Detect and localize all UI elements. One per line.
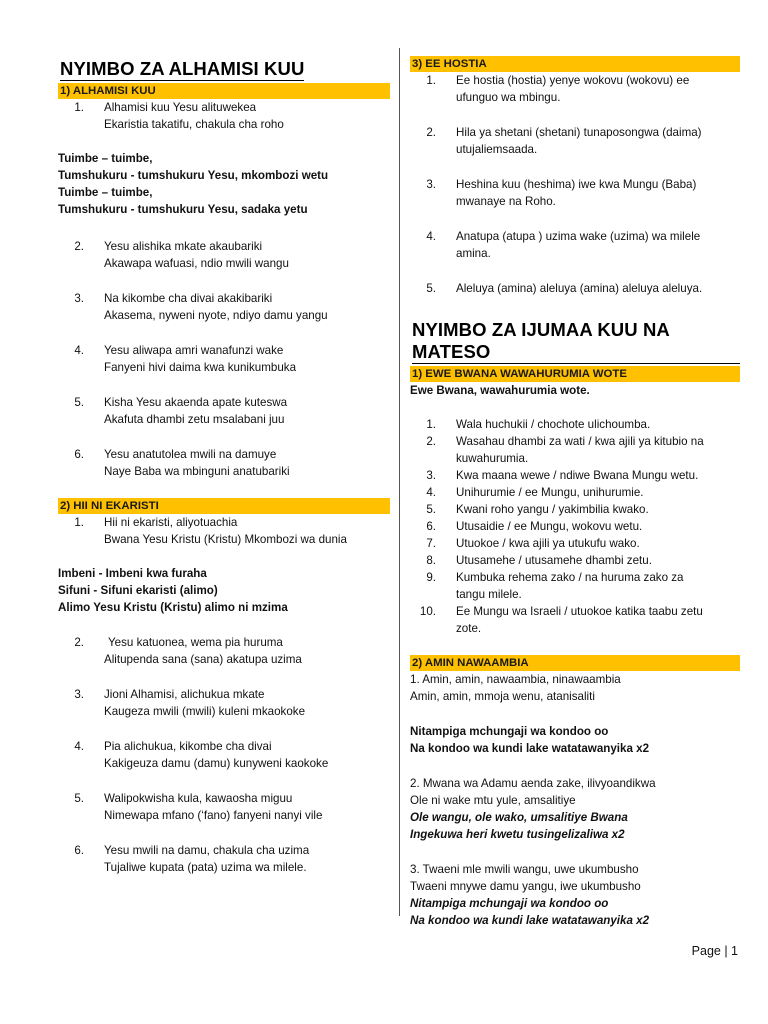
litany-text: Utuokoe / kwa ajili ya utukufu wako. — [456, 537, 640, 550]
litany-item — [410, 518, 740, 535]
litany-number: 5. — [426, 503, 436, 516]
verse-line: 1. Ee hostia (hostia) yenye wokovu (wokovu) ee — [426, 74, 690, 87]
verse-line: Kaugeza mwili (mwili) kuleni mkaokoke — [104, 705, 306, 718]
chorus-line: Na kondoo wa kundi lake watatawanyika x2 — [410, 742, 650, 755]
verse-line: Twaeni mnywe damu yangu, iwe ukumbusho — [410, 880, 641, 893]
page-number: Page | 1 — [691, 944, 738, 958]
verse-line: 5. Aleluya (amina) aleluya (amina) aleluya aleluya. — [426, 282, 703, 295]
litany-text: tangu milele. — [456, 588, 522, 601]
litany-item — [410, 535, 740, 552]
left-column — [58, 52, 390, 876]
verse-line: amina. — [456, 247, 491, 260]
verse-line: Tujaliwe kupata (pata) uzima wa milele. — [104, 861, 307, 874]
litany-number: 9. — [426, 571, 436, 584]
verse-line: 2. Yesu alishika mkate akaubariki — [74, 240, 263, 253]
verse-line: Nimewapa mfano (‘fano) fanyeni nanyi vile — [104, 809, 323, 822]
litany-text: Unihurumie / ee Mungu, unihurumie. — [456, 486, 644, 499]
chorus-line: Sifuni - Sifuni ekaristi (alimo) — [58, 584, 218, 597]
litany-list — [410, 416, 740, 637]
right-column — [410, 52, 740, 929]
chorus-line: Alimo Yesu Kristu (Kristu) alimo ni mzima — [58, 601, 288, 614]
verse-line: 3. Heshina kuu (heshima) iwe kwa Mungu (Baba) — [426, 178, 697, 191]
litany-text: Ee Mungu wa Israeli / utuokoe katika taabu zetu — [456, 605, 703, 618]
verse-line: mwanaye na Roho. — [456, 195, 556, 208]
litany-item — [410, 501, 740, 518]
litany-number: 8. — [426, 554, 436, 567]
litany-item — [410, 552, 740, 569]
litany-item — [410, 603, 740, 620]
litany-number: 6. — [426, 520, 436, 533]
verse-line: Ole ni wake mtu yule, amsalitiye — [410, 794, 576, 807]
chorus-line: Ole wangu, ole wako, umsalitiye Bwana — [410, 811, 628, 824]
litany-item — [410, 467, 740, 484]
litany-item-continued — [410, 586, 740, 603]
verse-line: 1. Amin, amin, nawaambia, ninawaambia — [410, 673, 621, 686]
chorus-line: Imbeni - Imbeni kwa furaha — [58, 567, 207, 580]
litany-item — [410, 484, 740, 501]
chorus-line: Tumshukuru - tumshukuru Yesu, sadaka yetu — [58, 203, 308, 216]
verse-line: Akawapa wafuasi, ndio mwili wangu — [104, 257, 289, 270]
verse-line: 5. Kisha Yesu akaenda apate kuteswa — [74, 396, 288, 409]
page-title: NYIMBO ZA ALHAMISI KUU — [60, 58, 305, 79]
verse-line: Fanyeni hivi daima kwa kunikumbuka — [104, 361, 297, 374]
verse-line: Alitupenda sana (sana) akatupa uzima — [104, 653, 302, 666]
litany-text: Kwani roho yangu / yakimbilia kwako. — [456, 503, 649, 516]
verse-line: 4. Pia alichukua, kikombe cha divai — [74, 740, 272, 753]
section-header: 1) EWE BWANA WAWAHURUMIA WOTE — [410, 366, 740, 382]
chorus-line: Na kondoo wa kundi lake watatawanyika x2 — [410, 914, 650, 927]
litany-item-continued — [410, 620, 740, 637]
verse-line: 1. Hii ni ekaristi, aliyotuachia — [74, 516, 238, 529]
litany-item — [410, 433, 740, 450]
verse-line: Bwana Yesu Kristu (Kristu) Mkombozi wa dunia — [104, 533, 347, 546]
litany-item — [410, 569, 740, 586]
verse-line: 2. Yesu katuonea, wema pia huruma — [74, 636, 283, 649]
litany-item-continued — [410, 450, 740, 467]
section-header: 2) HII NI EKARISTI — [58, 498, 390, 514]
verse-line: 4. Anatupa (atupa ) uzima wake (uzima) wa milele — [426, 230, 701, 243]
litany-text: kuwahurumia. — [456, 452, 529, 465]
verse-line: Akasema, nyweni nyote, ndiyo damu yangu — [104, 309, 328, 322]
verse-line: Amin, amin, mmoja wenu, atanisaliti — [410, 690, 595, 703]
litany-text: Wala huchukii / chochote ulichoumba. — [456, 418, 651, 431]
chorus-line: Tumshukuru - tumshukuru Yesu, mkombozi wetu — [58, 169, 329, 182]
refrain-line: Ewe Bwana, wawahurumia wote. — [410, 384, 590, 397]
litany-text: Utusamehe / utusamehe dhambi zetu. — [456, 554, 652, 567]
litany-text: Kwa maana wewe / ndiwe Bwana Mungu wetu. — [456, 469, 699, 482]
section-header: 2) AMIN NAWAAMBIA — [410, 655, 740, 671]
litany-number: 7. — [426, 537, 436, 550]
verse-line: 6. Yesu mwili na damu, chakula cha uzima — [74, 844, 310, 857]
litany-number: 4. — [426, 486, 436, 499]
litany-text: Kumbuka rehema zako / na huruma zako za — [456, 571, 684, 584]
verse-line: 2. Mwana wa Adamu aenda zake, ilivyoandikwa — [410, 777, 656, 790]
litany-item — [410, 416, 740, 433]
verse-line: Akafuta dhambi zetu msalabani juu — [104, 413, 285, 426]
verse-line: Kakigeuza damu (damu) kunyweni kaokoke — [104, 757, 329, 770]
column-divider — [399, 48, 400, 916]
verse-line: 6. Yesu anatutolea mwili na damuye — [74, 448, 277, 461]
litany-number: 2. — [426, 435, 436, 448]
verse-line: 5. Walipokwisha kula, kawaosha miguu — [74, 792, 293, 805]
verse-line: 3. Na kikombe cha divai akakibariki — [74, 292, 273, 305]
verse-line: utujaliemsaada. — [456, 143, 538, 156]
litany-text: zote. — [456, 622, 482, 635]
chorus-line: Tuimbe – tuimbe, — [58, 152, 153, 165]
litany-text: Wasahau dhambi za wati / kwa ajili ya kitubio na — [456, 435, 704, 448]
chorus-line: Nitampiga mchungaji wa kondoo oo — [410, 897, 609, 910]
verse-line: 3. Jioni Alhamisi, alichukua mkate — [74, 688, 265, 701]
chorus-line: Ingekuwa heri kwetu tusingelizaliwa x2 — [410, 828, 625, 841]
litany-number: 10. — [419, 605, 436, 618]
verse-line: 1. Alhamisi kuu Yesu alituwekea — [74, 101, 257, 114]
chorus-line: Nitampiga mchungaji wa kondoo oo — [410, 725, 609, 738]
section-header: 3) EE HOSTIA — [410, 56, 740, 72]
verse-line: 4. Yesu aliwapa amri wanafunzi wake — [74, 344, 284, 357]
litany-number: 1. — [426, 418, 436, 431]
verse-line: ufunguo wa mbingu. — [456, 91, 561, 104]
verse-line: Naye Baba wa mbinguni anatubariki — [104, 465, 290, 478]
section-title: NYIMBO ZA IJUMAA KUU NA MATESO — [412, 319, 740, 364]
verse-line: 2. Hila ya shetani (shetani) tunaposongwa (daima) — [426, 126, 702, 139]
litany-number: 3. — [426, 469, 436, 482]
chorus-line: Tuimbe – tuimbe, — [58, 186, 153, 199]
verse-line: Ekaristia takatifu, chakula cha roho — [104, 118, 284, 131]
verse-line: 3. Twaeni mle mwili wangu, uwe ukumbusho — [410, 863, 639, 876]
section-header: 1) ALHAMISI KUU — [58, 83, 390, 99]
litany-text: Utusaidie / ee Mungu, wokovu wetu. — [456, 520, 643, 533]
